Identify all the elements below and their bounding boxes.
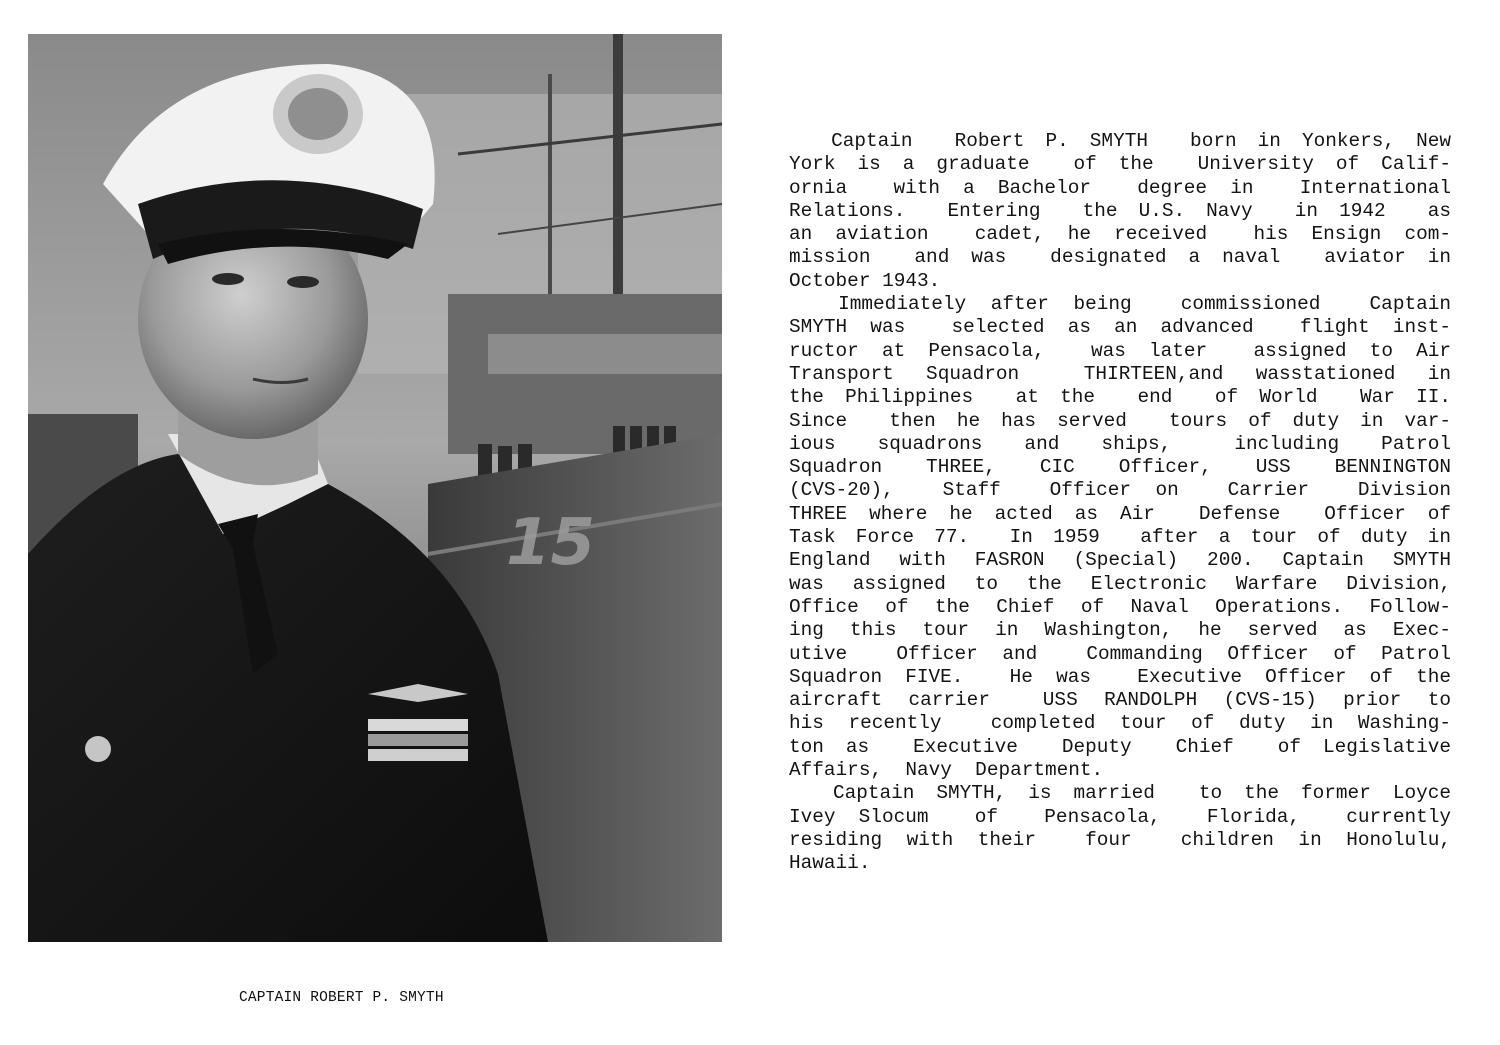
bio-line: Affairs, Navy Department.: [789, 759, 1104, 782]
bio-line: ious squadrons and ships, including Patrol: [789, 432, 1451, 455]
bio-line: an aviation cadet, he received his Ensign com-: [789, 223, 1451, 246]
bio-line: aircraft carrier USS RANDOLPH (CVS-15) prior to: [789, 689, 1451, 712]
bio-line: ructor at Pensacola, was later assigned to Air: [789, 339, 1451, 362]
bio-line: was assigned to the Electronic Warfare Division,: [789, 572, 1451, 595]
bio-line: (CVS-20), Staff Officer on Carrier Division: [789, 479, 1451, 502]
bio-line: Office of the Chief of Naval Operations. Follow-: [789, 595, 1451, 618]
bio-line: Since then he has served tours of duty in var-: [789, 409, 1451, 432]
bio-line: Captain Robert P. SMYTH born in Yonkers, New: [789, 130, 1451, 152]
hull-number: 15: [506, 506, 596, 580]
bio-line: York is a graduate of the University of Calif-: [789, 153, 1451, 176]
bio-line: Hawaii.: [789, 852, 871, 875]
bio-line: Captain SMYTH, is married to the former Loyce: [789, 782, 1451, 805]
bio-line: Transport Squadron THIRTEEN,and wasstationed in: [789, 362, 1451, 385]
bio-line: Immediately after being commissioned Captain: [789, 293, 1451, 316]
bio-line: his recently completed tour of duty in Washing-: [789, 712, 1451, 735]
bio-line: utive Officer and Commanding Officer of Patrol: [789, 642, 1451, 665]
bio-line: Squadron THREE, CIC Officer, USS BENNINGTON: [789, 456, 1451, 479]
bio-line: ing this tour in Washington, he served as Exec-: [789, 619, 1451, 642]
bio-line: the Philippines at the end of World War II.: [789, 386, 1451, 409]
bio-line: THREE where he acted as Air Defense Officer of: [789, 502, 1451, 525]
bio-line: ornia with a Bachelor degree in International: [789, 176, 1451, 199]
bio-line: Relations. Entering the U.S. Navy in 1942 as: [789, 199, 1451, 222]
bio-line: October 1943.: [789, 269, 941, 292]
captain-portrait-photo: [28, 34, 722, 942]
bio-line: England with FASRON (Special) 200. Captain SMYTH: [789, 549, 1451, 572]
biography-text: [789, 130, 1451, 876]
bio-line: Squadron FIVE. He was Executive Officer of the: [789, 665, 1451, 688]
bio-line: residing with their four children in Honolulu,: [789, 828, 1451, 851]
photo-caption: CAPTAIN ROBERT P. SMYTH: [239, 990, 444, 1006]
bio-line: Task Force 77. In 1959 after a tour of duty in: [789, 526, 1451, 549]
bio-line: Ivey Slocum of Pensacola, Florida, currently: [789, 805, 1451, 828]
bio-line: SMYTH was selected as an advanced flight inst-: [789, 316, 1451, 339]
bio-line: mission and was designated a naval aviator in: [789, 246, 1451, 269]
bio-line: ton as Executive Deputy Chief of Legislative: [789, 735, 1451, 758]
